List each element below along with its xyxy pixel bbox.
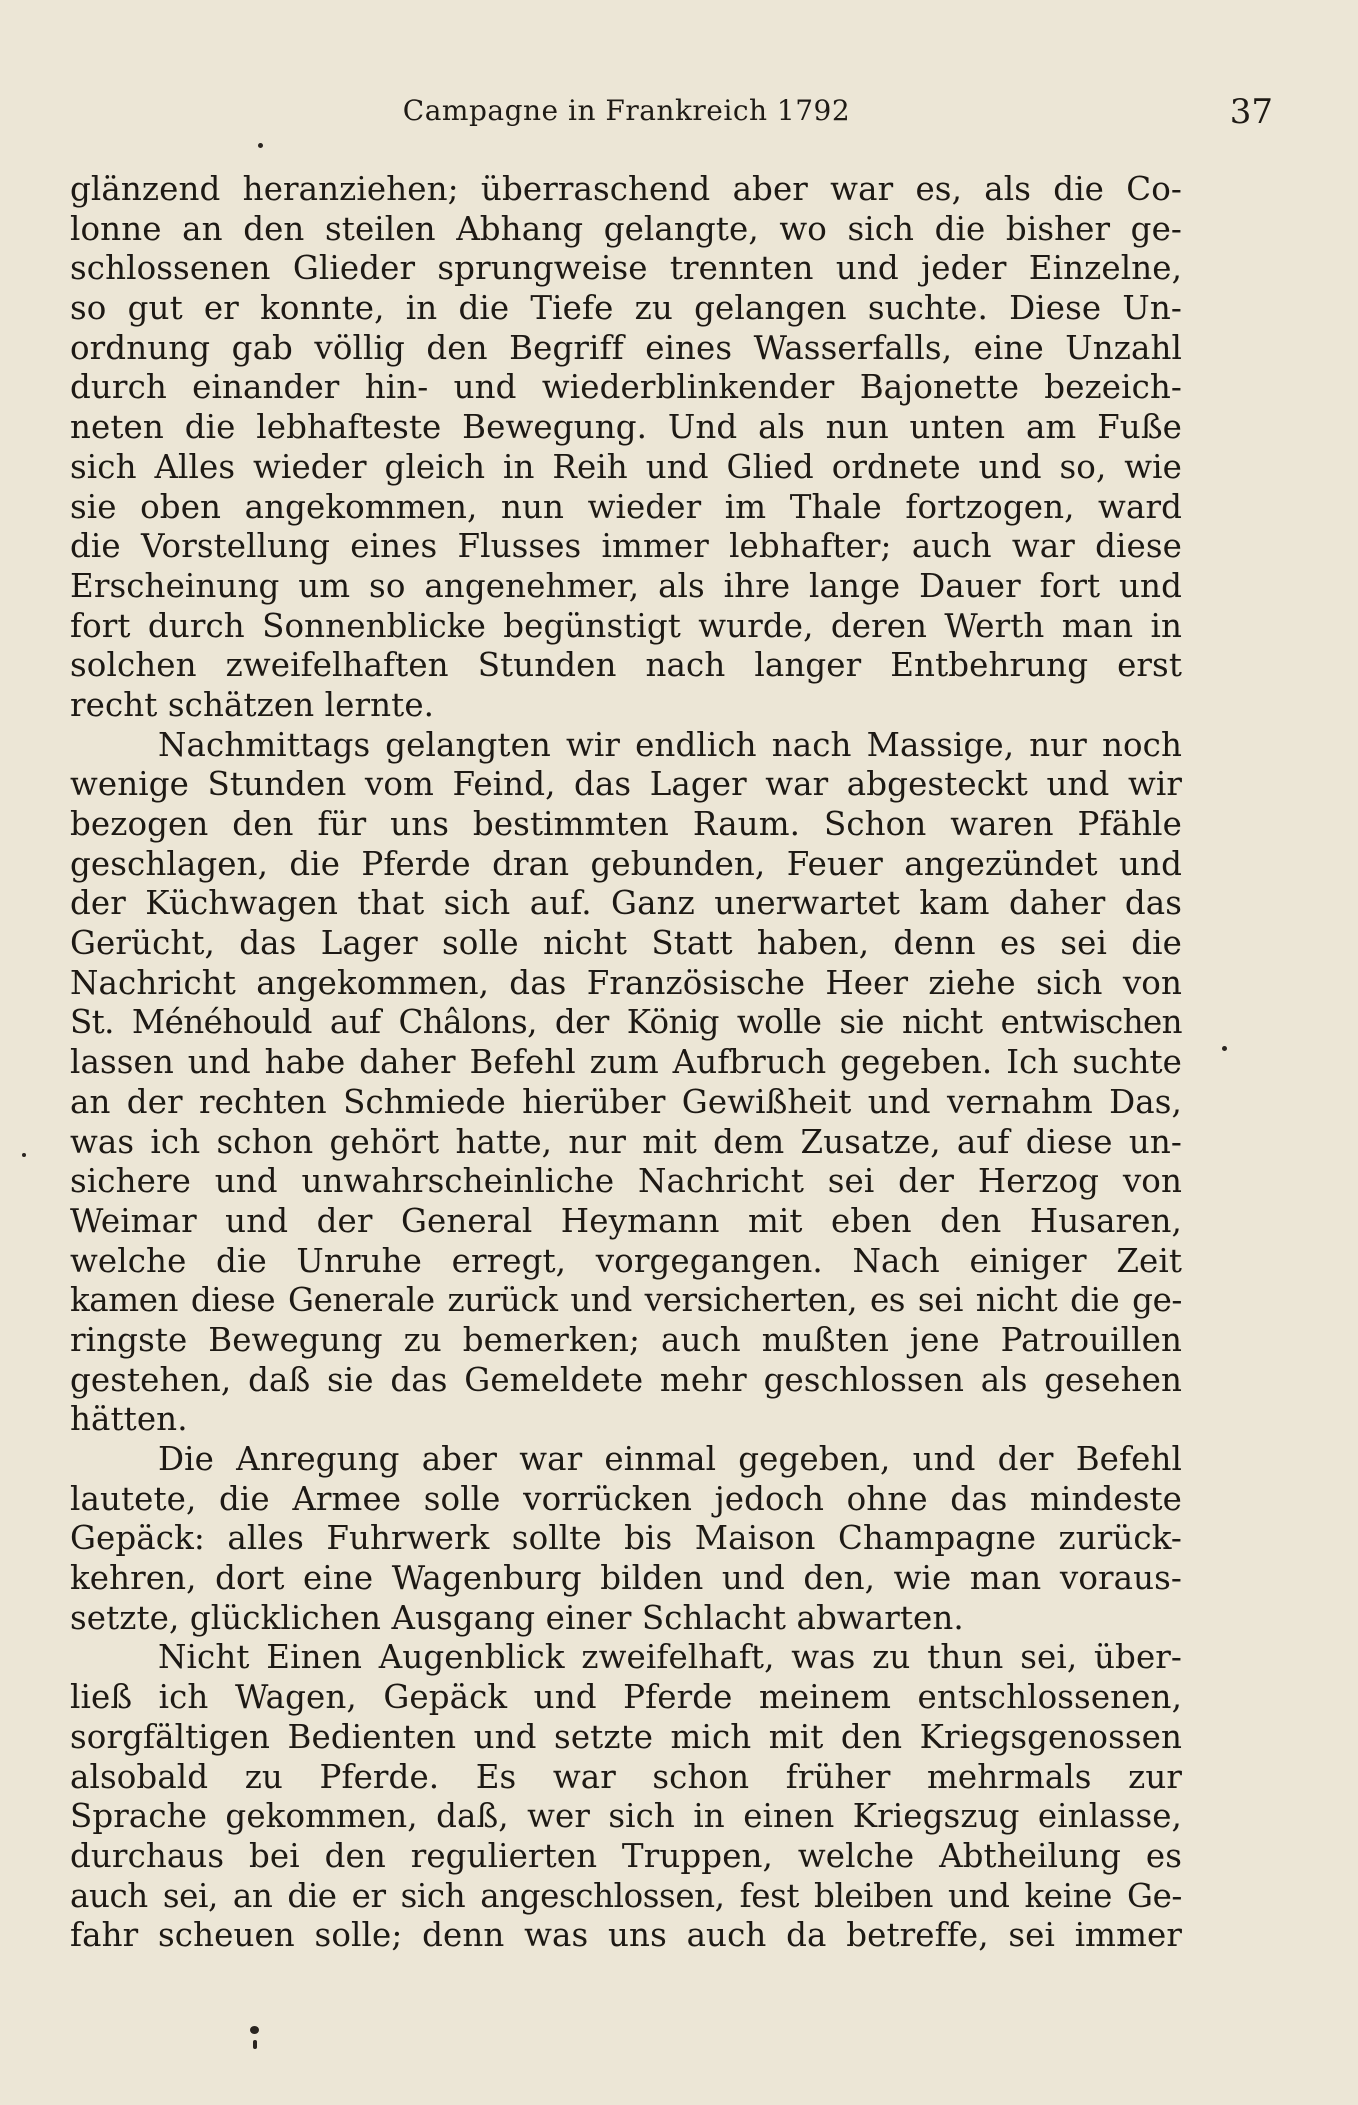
print-speck [258, 143, 263, 148]
text-line: Gepäck: alles Fuhrwerk sollte bis Maison Champagne zurück- [70, 1519, 1182, 1558]
text-line: sichere und unwahrscheinliche Nachricht sei der Herzog von [70, 1162, 1182, 1201]
text-line: sorgfältigen Bedienten und setzte mich mit den Kriegsgenossen [70, 1717, 1182, 1756]
text-line: schlossenen Glieder sprungweise trennten und jeder Einzelne, [70, 249, 1182, 288]
text-line: durch einander hin- und wiederblinkender Bajonette bezeich- [70, 368, 1182, 407]
text-line: welche die Unruhe erregt, vorgegangen. Nach einiger Zeit [70, 1241, 1182, 1280]
text-line: fort durch Sonnenblicke begünstigt wurde, deren Werth man in [70, 606, 1182, 645]
text-line: sich Alles wieder gleich in Reih und Glied ordnete und so, wie [70, 447, 1182, 486]
text-line: Nachricht angekommen, das Französische Heer ziehe sich von [70, 963, 1182, 1002]
text-line: lautete, die Armee solle vorrücken jedoch ohne das mindeste [70, 1479, 1182, 1518]
paragraph-start-line: Nachmittags gelangten wir endlich nach Massige, nur noch [158, 725, 1182, 764]
text-line: ringste Bewegung zu bemerken; auch mußten jene Patrouillen [70, 1320, 1182, 1359]
page-number: 37 [1229, 92, 1273, 132]
body-text [70, 170, 1182, 1956]
text-line: kehren, dort eine Wagenburg bilden und den, wie man voraus- [70, 1559, 1182, 1598]
running-title: Campagne in Frankreich 1792 [402, 94, 851, 127]
running-head [60, 88, 1273, 132]
text-line: fahr scheuen solle; denn was uns auch da betreffe, sei immer [70, 1916, 1182, 1955]
text-line: so gut er konnte, in die Tiefe zu gelangen suchte. Diese Un- [70, 289, 1182, 328]
text-line: kamen diese Generale zurück und versicherten, es sei nicht die ge- [70, 1281, 1182, 1320]
paragraph-end-line: setzte, glücklichen Ausgang einer Schlacht abwarten. [70, 1598, 964, 1637]
text-line: der Küchwagen that sich auf. Ganz unerwartet kam daher das [70, 884, 1182, 923]
text-line: die Vorstellung eines Flusses immer lebhafter; auch war diese [70, 527, 1182, 566]
print-speck [1222, 1046, 1227, 1051]
text-line: sie oben angekommen, nun wieder im Thale fortzogen, ward [70, 487, 1182, 526]
paragraph-end-line: recht schätzen lernte. [70, 685, 435, 724]
print-speck [22, 1153, 26, 1157]
text-line: Gerücht, das Lager solle nicht Statt haben, denn es sei die [70, 924, 1182, 963]
paragraph-start-line: Die Anregung aber war einmal gegeben, und der Befehl [158, 1440, 1182, 1478]
text-line: neten die lebhafteste Bewegung. Und als nun unten am Fuße [70, 408, 1182, 447]
print-speck [253, 2040, 257, 2049]
text-line: glänzend heranziehen; überraschend aber war es, als die Co- [70, 170, 1182, 208]
text-line: St. Ménéhould auf Châlons, der König wolle sie nicht entwischen [70, 1003, 1182, 1042]
text-line: lonne an den steilen Abhang gelangte, wo sich die bisher ge- [70, 209, 1182, 248]
text-line: lassen und habe daher Befehl zum Aufbruch gegeben. Ich suchte [70, 1043, 1182, 1082]
text-line: solchen zweifelhaften Stunden nach langer Entbehrung erst [70, 646, 1182, 685]
text-line: ließ ich Wagen, Gepäck und Pferde meinem entschlossenen, [70, 1678, 1182, 1717]
paragraph-start-line: Nicht Einen Augenblick zweifelhaft, was zu thun sei, über- [158, 1638, 1182, 1677]
paragraph-end-line: hätten. [70, 1400, 188, 1439]
text-line: ordnung gab völlig den Begriff eines Wasserfalls, eine Unzahl [70, 328, 1182, 367]
text-line: gestehen, daß sie das Gemeldete mehr geschlossen als gesehen [70, 1360, 1182, 1399]
text-line: auch sei, an die er sich angeschlossen, fest bleiben und keine Ge- [70, 1876, 1182, 1915]
text-line: was ich schon gehört hatte, nur mit dem Zusatze, auf diese un- [70, 1122, 1182, 1161]
text-line: alsobald zu Pferde. Es war schon früher mehrmals zur [70, 1757, 1182, 1796]
text-line: geschlagen, die Pferde dran gebunden, Feuer angezündet und [70, 844, 1182, 883]
text-line: wenige Stunden vom Feind, das Lager war abgesteckt und wir [70, 765, 1182, 804]
text-line: an der rechten Schmiede hierüber Gewißheit und vernahm Das, [70, 1082, 1182, 1121]
text-line: Sprache gekommen, daß, wer sich in einen Kriegszug einlasse, [70, 1797, 1182, 1836]
text-line: bezogen den für uns bestimmten Raum. Schon waren Pfähle [70, 805, 1182, 843]
print-speck [250, 2026, 259, 2034]
text-line: durchaus bei den regulierten Truppen, welche Abtheilung es [70, 1836, 1182, 1875]
text-line: Weimar und der General Heymann mit eben den Husaren, [70, 1201, 1182, 1240]
text-line: Erscheinung um so angenehmer, als ihre lange Dauer fort und [70, 566, 1182, 605]
